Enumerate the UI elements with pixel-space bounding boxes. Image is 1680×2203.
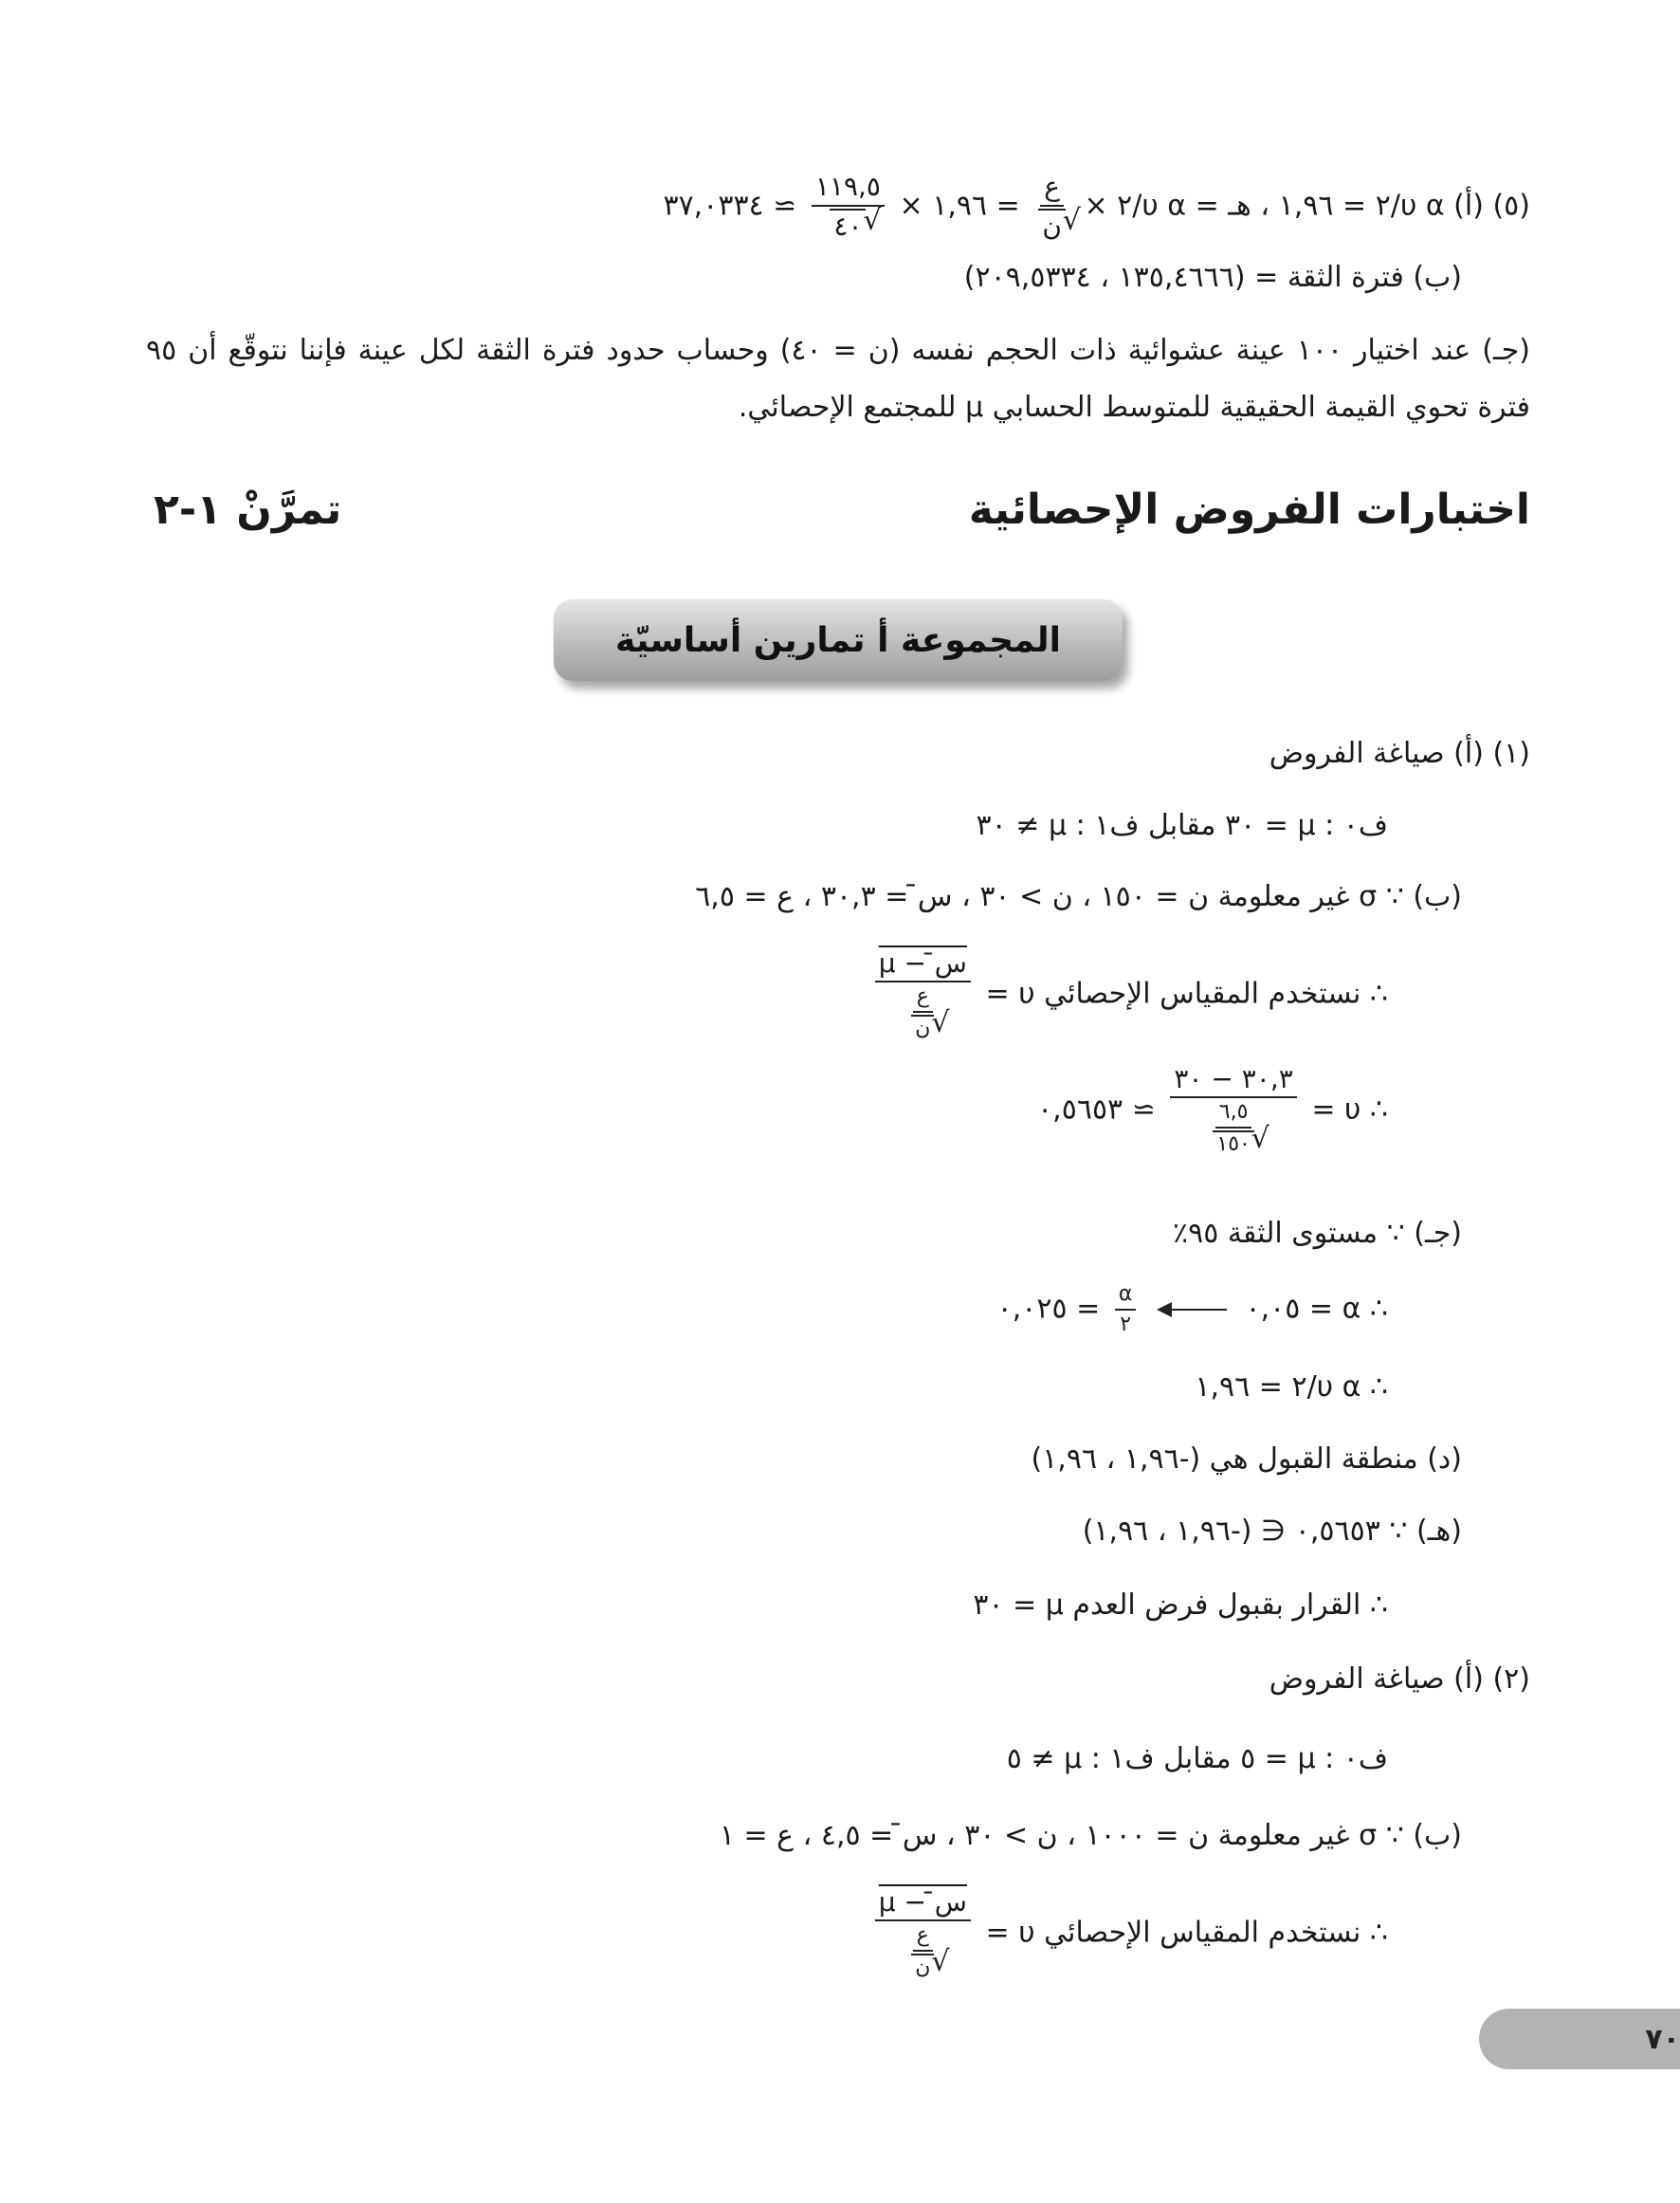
formula-lhs: υ α/٢ = ١,٩٦ ، هـ = υ α/٢ × [1084,189,1445,223]
q2-b: (ب) ∵ σ غير معلومة ن = ١٠٠٠ ، ن > ٣٠ ، س̄ = ٤,٥ ، ع = ١ [719,1819,1462,1852]
q1-alpha [997,1282,1388,1337]
q1-calc-fraction: $\frac{٣٠,٣ - ٣٠}{\frac{٦,٥}{١٥٠}}$ √ [1170,1064,1296,1157]
q1-e: (هـ) ∵ ٠,٥٦٥٣ ∈ (-١,٩٦ ، ١,٩٦) [1082,1515,1462,1548]
q2-sigma-root-n: $\frac{\text{ع}}{\text{ن}}$ √ [907,1923,938,1980]
q1-calc-denominator: $\frac{٦,٥}{١٥٠}$ √ [1209,1100,1257,1157]
q1-alpha-lhs: ∴ α = ٠,٠٥ [1245,1292,1388,1326]
q1-decision: ∴ القرار بقبول فرض العدم μ = ٣٠ [973,1588,1388,1622]
q1-statistic-text: ∴ نستخدم المقياس الإحصائي υ = [985,977,1388,1011]
arrow-left-icon [1160,1309,1227,1311]
q2-statistic-text: ∴ نستخدم المقياس الإحصائي υ = [985,1916,1388,1950]
q1-statistic-fraction: $\frac{\text{س̄ − μ}}{\frac{\text{ع}}{\text{ن}}}$ √ [875,948,971,1041]
exercise-label: تمرَّنْ ١-٢ [154,486,342,534]
formula-result: ≃ ٣٧,٠٣٣٤ [663,189,797,223]
q1-hypotheses: ف٠ : μ = ٣٠ مقابل ف١ : μ ≠ ٣٠ [976,809,1388,842]
paragraph-5c: (جـ) عند اختيار ١٠٠ عينة عشوائية ذات الحجم نفسه (ن = ٤٠) وحساب حدود فترة الثقة لكل عينة فإننا نتوقّع أن ٩٥ فترة تحوي القيمة الحقيقية للمتوسط الحسابي μ للمجتمع الإحصائي. [146,334,1531,424]
q1-sigma-root-n: $\frac{\text{ع}}{\text{ن}}$ √ [907,984,938,1041]
label-5a: (٥) (أ) [1453,189,1530,223]
q1-a: (١) (أ) صياغة الفروض [1269,737,1530,770]
line-5a [663,171,1530,243]
q1-critical: ∴ υ α/٢ = ١,٩٦ [1195,1370,1388,1404]
q1-calc-result: ≃ ٠,٥٦٥٣ [1037,1092,1156,1127]
q2-hypotheses: ف٠ : μ = ٥ مقابل ف١ : μ ≠ ٥ [1006,1742,1388,1775]
group-banner-text: المجموعة أ تمارين أساسيّة [615,620,1062,660]
formula-mid: = ١,٩٦ × [899,189,1020,223]
page-number-tab [1479,2009,1680,2069]
fraction-value: $\frac{١١٩,٥}{٤٠}$ √ [812,171,885,243]
line-5b: (ب) فترة الثقة = (١٣٥,٤٦٦٦ ، ٢٠٩,٥٣٣٤) [963,261,1462,294]
q1-alpha-rhs: = ٠,٠٢٥ [996,1292,1101,1326]
q1-calc-lhs: ∴ υ = [1311,1092,1388,1127]
q1-c: (جـ) ∵ مستوى الثقة ٩٥٪ [1173,1217,1462,1250]
q2-statistic-fraction: $\frac{\text{س̄ − μ}}{\frac{\text{ع}}{\text{ن}}}$ √ [875,1887,971,1980]
q1-alpha-half: $\frac{\alpha}{٢}$ [1115,1282,1137,1337]
page-number: ٧٠ [1645,2022,1680,2056]
fraction-sigma-over-root-n: $\frac{\text{ع}}{\text{ن}}$ √ [1034,171,1069,243]
q1-b: (ب) ∵ σ غير معلومة ن = ١٥٠ ، ن > ٣٠ ، س̄ = ٣٠,٣ ، ع = ٦,٥ [695,880,1462,913]
section-title: اختبارات الفروض الإحصائية [968,486,1530,534]
q2-a: (٢) (أ) صياغة الفروض [1269,1662,1530,1696]
q1-calculation [1037,1064,1388,1157]
q1-statistic [869,948,1388,1041]
q2-statistic [869,1887,1388,1980]
group-banner [554,599,1123,681]
q1-d: (د) منطقة القبول هي (-١,٩٦ ، ١,٩٦) [1031,1442,1462,1476]
